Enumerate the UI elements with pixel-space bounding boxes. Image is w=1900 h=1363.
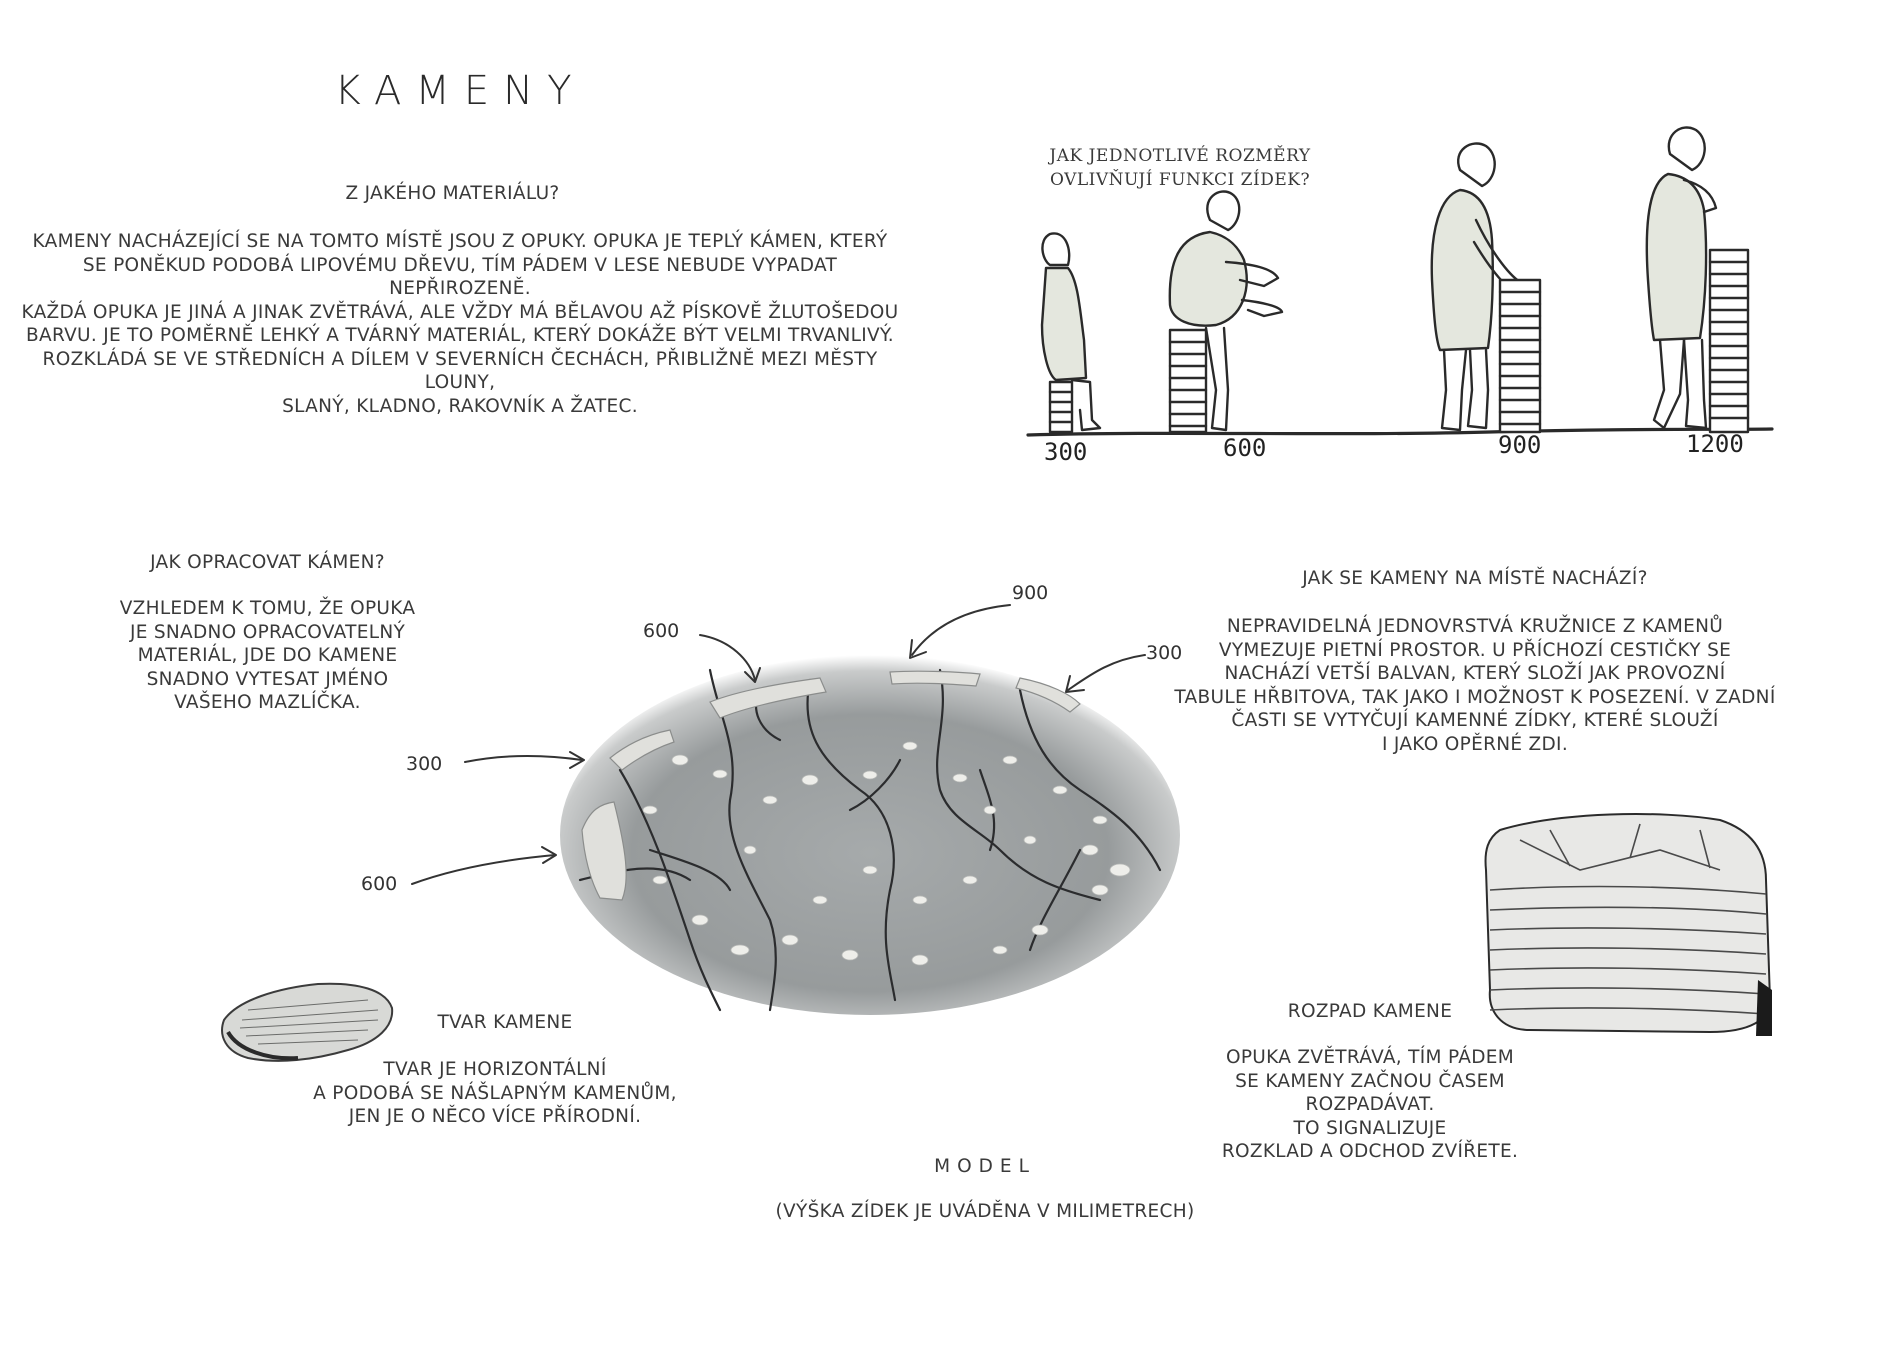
processing-heading: JAK OPRACOVAT KÁMEN?	[150, 552, 385, 573]
decay-heading: ROZPAD KAMENE	[1287, 1001, 1453, 1022]
dimension-label-900: 900	[1498, 431, 1542, 459]
processing-line: SNADNO VYTESAT JMÉNO	[146, 668, 389, 690]
model-label-300-left: 300	[406, 753, 443, 775]
location-line: ČASTI SE VYTYČUJÍ KAMENNÉ ZÍDKY, KTERÉ SLOUŽÍ	[1231, 710, 1719, 731]
shape-line: JEN JE O NĚCO VÍCE PŘÍRODNÍ.	[348, 1106, 642, 1127]
location-line: VYMEZUJE PIETNÍ PROSTOR. U PŘÍCHOZÍ CESTIČKY SE	[1218, 639, 1732, 661]
stone-shape-image	[218, 980, 396, 1065]
material-line: SLANÝ, KLADNO, RAKOVNÍK A ŽATEC.	[282, 395, 638, 417]
location-line: NACHÁZÍ VETŠÍ BALVAN, KTERÝ SLOŽÍ JAK PROVOZNÍ	[1224, 663, 1726, 684]
decay-line: SE KAMENY ZAČNOU ČASEM	[1235, 1070, 1505, 1092]
material-line: SE PONĚKUD PODOBÁ LIPOVÉMU DŘEVU, TÍM PÁDEM V LESE NEBUDE VYPADAT NEPŘIROZENĚ.	[82, 254, 838, 299]
processing-line: VAŠEHO MAZLÍČKA.	[174, 692, 361, 713]
shape-line: TVAR JE HORIZONTÁLNÍ	[383, 1059, 607, 1080]
dimension-label-1200: 1200	[1686, 430, 1744, 458]
location-line: TABULE HŘBITOVA, TAK JAKO I MOŽNOST K POSEZENÍ. V ZADNÍ	[1174, 686, 1776, 708]
dimension-label-600: 600	[1223, 434, 1267, 462]
model-label-300-right: 300	[1146, 642, 1183, 664]
material-line: BARVU. JE TO POMĚRNĚ LEHKÝ A TVÁRNÝ MATERIÁL, KTERÝ DOKÁŽE BÝT VELMI TRVANLIVÝ.	[26, 325, 894, 346]
decay-line: OPUKA ZVĚTRÁVÁ, TÍM PÁDEM	[1225, 1047, 1514, 1068]
location-line: NEPRAVIDELNÁ JEDNOVRSTVÁ KRUŽNICE Z KAMENŮ	[1226, 616, 1724, 637]
dimension-label-300: 300	[1044, 438, 1088, 466]
model-label-600: 600	[643, 620, 680, 642]
material-line: KAMENY NACHÁZEJÍCÍ SE NA TOMTO MÍSTĚ JSOU Z OPUKY. OPUKA JE TEPLÝ KÁMEN, KTERÝ	[32, 231, 888, 252]
dimensions-heading-line: OVLIVŇUJÍ FUNKCI ZÍDEK?	[1049, 170, 1311, 190]
decay-stone-image	[1460, 810, 1780, 1040]
material-line: KAŽDÁ OPUKA JE JINÁ A JINAK ZVĚTRÁVÁ, ALE VŽDY MÁ BĚLAVOU AŽ PÍSKOVĚ ŽLUTOŠEDOU	[21, 301, 899, 323]
material-line: ROZKLÁDÁ SE VE STŘEDNÍCH A DÍLEM V SEVERNÍCH ČECHÁCH, PŘIBLIŽNĚ MEZI MĚSTY LOUNY,	[42, 348, 878, 393]
shape-text	[310, 1058, 680, 1129]
shape-line: A PODOBÁ SE NÁŠLAPNÝM KAMENŮM,	[313, 1082, 677, 1104]
model-label-900: 900	[1012, 582, 1049, 604]
processing-line: JE SNADNO OPRACOVATELNÝ	[129, 621, 406, 643]
decay-line: ROZKLAD A ODCHOD ZVÍŘETE.	[1221, 1141, 1519, 1162]
page-title: KAMENY	[334, 68, 586, 114]
decay-line: TO SIGNALIZUJE	[1293, 1117, 1447, 1139]
model-caption: (VÝŠKA ZÍDEK JE UVÁDĚNA V MILIMETRECH)	[775, 1201, 1195, 1222]
location-heading: JAK SE KAMENY NA MÍSTĚ NACHÁZÍ?	[1302, 568, 1648, 589]
location-line: I JAKO OPĚRNÉ ZDI.	[1381, 733, 1568, 755]
decay-text	[1205, 1046, 1535, 1164]
shape-heading: TVAR KAMENE	[437, 1012, 573, 1033]
material-heading: Z JAKÉHO MATERIÁLU?	[345, 183, 560, 204]
processing-line: MATERIÁL, JDE DO KAMENE	[137, 645, 398, 666]
model-title: MODEL	[934, 1156, 1036, 1177]
processing-line: VZHLEDEM K TOMU, ŽE OPUKA	[119, 598, 416, 619]
dimensions-heading-line: JAK JEDNOTLIVÉ ROZMĚRY	[1049, 146, 1311, 166]
decay-line: ROZPADÁVAT.	[1305, 1094, 1435, 1115]
model-label-600-left: 600	[361, 873, 398, 895]
